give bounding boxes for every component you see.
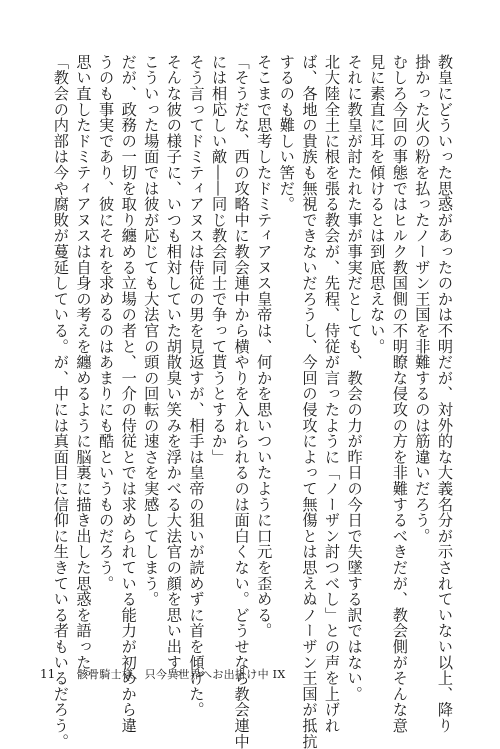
text-line: うのも事実であり、彼にそれを求めるのはあまりにも酷というものだろう。 [97,54,116,592]
text-line: 掛かった火の粉を払ったノーザン王国を非難するのは筋違いだろう。 [413,54,432,544]
text-line: それに教皇が討たれた事が事実だとしても、教会の力が昨日の今日で失墜する訳ではない。 [345,54,364,702]
running-title: 骸骨騎士様、只今異世界へお出掛け中 IX [76,668,286,681]
text-line: 見に素直に耳を傾けるとは到底思えない。 [368,54,387,355]
text-line: ば、各地の貴族も無視できないだろうし、今回の侵攻によって無傷とは思えぬノーザン王国が抵抗 [300,54,319,749]
text-line: 「そうだな、西の攻略中に教会連中から横やりを入れられるのは面白くない。どうせなら教会連中 [232,54,251,749]
text-line: むしろ今回の事態ではヒルク教国側の不明瞭な侵攻の方を非難するべきだが、教会側がそんな意 [390,54,409,734]
text-line: だが、政務の一切を取り纏める立場の者と、一介の侍従とでは求められている能力が初めから違 [119,54,138,734]
page-number: 11 [40,667,56,681]
text-line: 北大陸全土に根を張る教会が、先程、侍従が言ったように「ノーザン討つべし」との声を上げれ [323,54,342,734]
page-footer [40,666,285,682]
text-line: 教皇にどういった思惑があったのかは不明だが、対外的な大義名分が示されていない以上、降り [436,54,454,734]
text-line: そんな彼の様子に、いつも相対していた胡散臭い笑みを浮かべる大法官の顔を思い出す。 [164,54,183,686]
text-line: こういった場面では彼が応じても大法官の頭の回転の速さを実感してしまう。 [142,54,161,607]
text-line: には相応しい敵――同じ教会同士で争って貰うとするか」 [210,54,229,465]
text-line: 思い直したドミティアヌスは自身の考えを纏めるように脳裏に描き出した思惑を語った。 [74,54,93,686]
text-line: そこまで思考したドミティアヌス皇帝は、何かを思いついたように口元を歪める。 [255,54,274,639]
text-line: そう言ってドミティアヌスは侍従の男を見返すが、相手は皇帝の狙いが読めずに首を傾げた。 [187,54,206,718]
text-line: するのも難しい筈だ。 [277,54,296,212]
text-line: 「教会の内部は今や腐敗が蔓延している。が、中には真面目に信仰に生きている者もいるだろう。 [51,54,70,749]
